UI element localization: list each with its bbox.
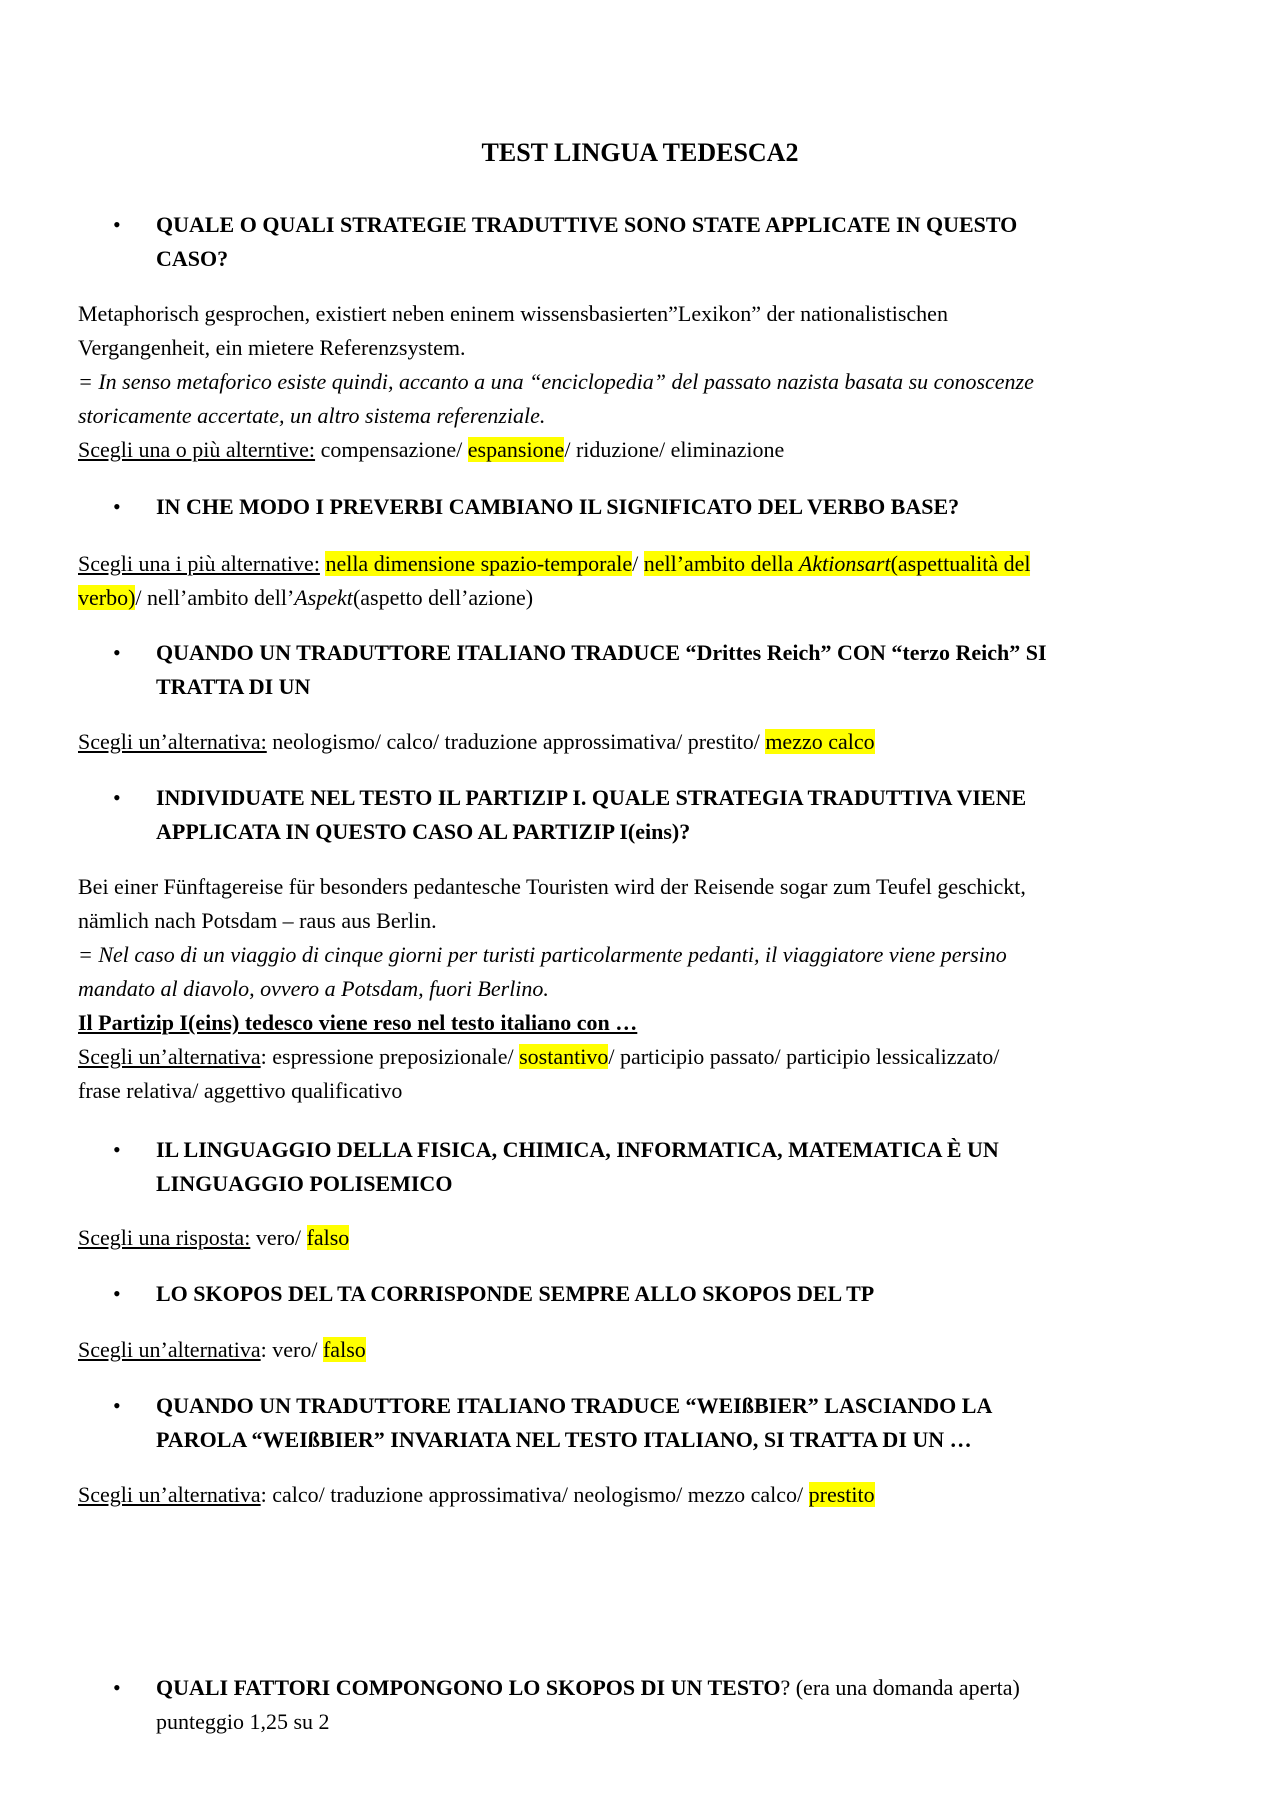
question-7-line-2: PAROLA “WEIßBIER” INVARIATA NEL TESTO ITALIANO, SI TRATTA DI UN … <box>156 1427 972 1452</box>
question-4 <box>156 781 1216 849</box>
bullet-5: • <box>113 1137 121 1162</box>
q2-selected-answer-2 <box>644 551 1031 576</box>
bullet-3: • <box>113 640 121 665</box>
question-1-line-1: QUALE O QUALI STRATEGIE TRADUTTIVE SONO STATE APPLICATE IN QUESTO <box>156 212 1018 237</box>
question-3-line-1: QUANDO UN TRADUTTORE ITALIANO TRADUCE “Drittes Reich” CON “terzo Reich” SI <box>156 640 1047 665</box>
q4-prompt: Scegli un’alternativa <box>78 1044 261 1069</box>
q2-prompt: Scegli una i più alternative: <box>78 551 320 576</box>
q4-italian-line-1: = Nel caso di un viaggio di cinque giorni per turisti particolarmente pedanti, il viaggiatore viene persino <box>78 942 1007 967</box>
q5-prompt: Scegli una risposta: <box>78 1225 251 1250</box>
page-title: TEST LINGUA TEDESCA2 <box>481 138 799 167</box>
question-7 <box>156 1389 1216 1457</box>
question-8 <box>156 1671 1216 1739</box>
q7-prompt: Scegli un’alternativa <box>78 1482 261 1507</box>
q1-german-line-2: Vergangenheit, ein mietere Referenzsystem. <box>78 335 466 360</box>
q7-options: : calco/ traduzione approssimativa/ neologismo/ mezzo calco/ <box>260 1482 809 1507</box>
q2-sel2-d: verbo) <box>78 585 136 610</box>
q5-selected-answer: falso <box>306 1225 350 1250</box>
q2-rest-a: / nell’ambito dell’ <box>135 585 295 610</box>
q6-answer <box>78 1333 1218 1367</box>
q1-italian-line-1: = In senso metaforico esiste quindi, accanto a una “enciclopedia” del passato nazista basata su conoscenze <box>78 369 1034 394</box>
question-3 <box>156 636 1216 704</box>
q4-german-line-2: nämlich nach Potsdam – raus aus Berlin. <box>78 908 437 933</box>
q3-options: neologismo/ calco/ traduzione approssimativa/ prestito/ <box>266 729 766 754</box>
q4-options-b: / participio passato/ participio lessicalizzato/ <box>608 1044 1000 1069</box>
question-8-title: QUALI FATTORI COMPONGONO LO SKOPOS DI UN TESTO <box>156 1675 781 1700</box>
q3-selected-answer: mezzo calco <box>765 729 875 754</box>
question-5-line-2: LINGUAGGIO POLISEMICO <box>156 1171 453 1196</box>
q2-sel2-b: Aktionsart <box>798 551 891 576</box>
q6-selected-answer: falso <box>322 1337 366 1362</box>
q2-rest-b: Aspekt <box>294 585 353 610</box>
question-6: LO SKOPOS DEL TA CORRISPONDE SEMPRE ALLO SKOPOS DEL TP <box>156 1281 875 1306</box>
q2-separator: / <box>632 551 644 576</box>
bullet-1: • <box>113 212 121 237</box>
question-8-line-1 <box>156 1671 1216 1705</box>
q1-german-text <box>78 297 1218 467</box>
q1-italian-line-2: storicamente accertate, un altro sistema referenziale. <box>78 403 546 428</box>
question-4-line-1: INDIVIDUATE NEL TESTO IL PARTIZIP I. QUALE STRATEGIA TRADUTTIVA VIENE <box>156 785 1027 810</box>
q4-selected-answer: sostantivo <box>519 1044 609 1069</box>
q3-answer <box>78 725 1218 759</box>
q3-prompt: Scegli un’alternativa: <box>78 729 267 754</box>
q5-answer <box>78 1221 1218 1255</box>
q2-answer <box>78 547 1218 615</box>
question-5-line-1: IL LINGUAGGIO DELLA FISICA, CHIMICA, INFORMATICA, MATEMATICA È UN <box>156 1137 999 1162</box>
question-1-line-2: CASO? <box>156 246 229 271</box>
q1-selected-answer: espansione <box>467 437 565 462</box>
q7-answer <box>78 1478 1218 1512</box>
q4-german-line-1: Bei einer Fünftagereise für besonders pedantesche Touristen wird der Reisende sogar zum Teufel geschickt, <box>78 874 1026 899</box>
q4-answer-line-1 <box>78 1040 1218 1074</box>
bullet-2: • <box>113 494 121 519</box>
q2-selected-answer-1: nella dimensione spazio-temporale <box>325 551 633 576</box>
q4-italian-line-2: mandato al diavolo, ovvero a Potsdam, fuori Berlino. <box>78 976 549 1001</box>
q1-prompt: Scegli una o più alterntive: <box>78 437 316 462</box>
q2-answer-line-1 <box>78 547 1218 581</box>
q4-options-a: : espressione preposizionale/ <box>260 1044 520 1069</box>
q1-options-b: / riduzione/ eliminazione <box>564 437 785 462</box>
question-3-line-2: TRATTA DI UN <box>156 674 311 699</box>
question-8-score: punteggio 1,25 su 2 <box>156 1709 330 1734</box>
q1-german-line-1: Metaphorisch gesprochen, existiert neben eninem wissensbasierten”Lexikon” der nationalistischen <box>78 301 948 326</box>
question-2: IN CHE MODO I PREVERBI CAMBIANO IL SIGNIFICATO DEL VERBO BASE? <box>156 494 960 519</box>
question-4-line-2: APPLICATA IN QUESTO CASO AL PARTIZIP I(eins)? <box>156 819 691 844</box>
q2-answer-line-2 <box>78 581 1218 615</box>
q1-options-a: compensazione/ <box>315 437 468 462</box>
question-1 <box>156 208 1216 276</box>
q6-prompt: Scegli un’alternativa <box>78 1337 261 1362</box>
bullet-4: • <box>113 785 121 810</box>
q5-options: vero/ <box>250 1225 307 1250</box>
question-5 <box>156 1133 1216 1201</box>
question-7-line-1: QUANDO UN TRADUTTORE ITALIANO TRADUCE “WEIßBIER” LASCIANDO LA <box>156 1393 993 1418</box>
question-8-note: ? (era una domanda aperta) <box>780 1675 1020 1700</box>
q2-sel2-c: (aspettualità del <box>890 551 1031 576</box>
q2-sel2-a: nell’ambito della <box>643 551 799 576</box>
q7-selected-answer: prestito <box>808 1482 875 1507</box>
q4-subquestion: Il Partizip I(eins) tedesco viene reso nel testo italiano con … <box>78 1010 638 1035</box>
bullet-6: • <box>113 1281 121 1306</box>
q1-answer-line <box>78 433 1218 467</box>
bullet-7: • <box>113 1393 121 1418</box>
q4-answer-line-2: frase relativa/ aggettivo qualificativo <box>78 1078 403 1103</box>
q6-options: : vero/ <box>260 1337 323 1362</box>
bullet-8: • <box>113 1675 121 1700</box>
q2-rest-c: (aspetto dell’azione) <box>352 585 534 610</box>
q4-text <box>78 870 1218 1108</box>
